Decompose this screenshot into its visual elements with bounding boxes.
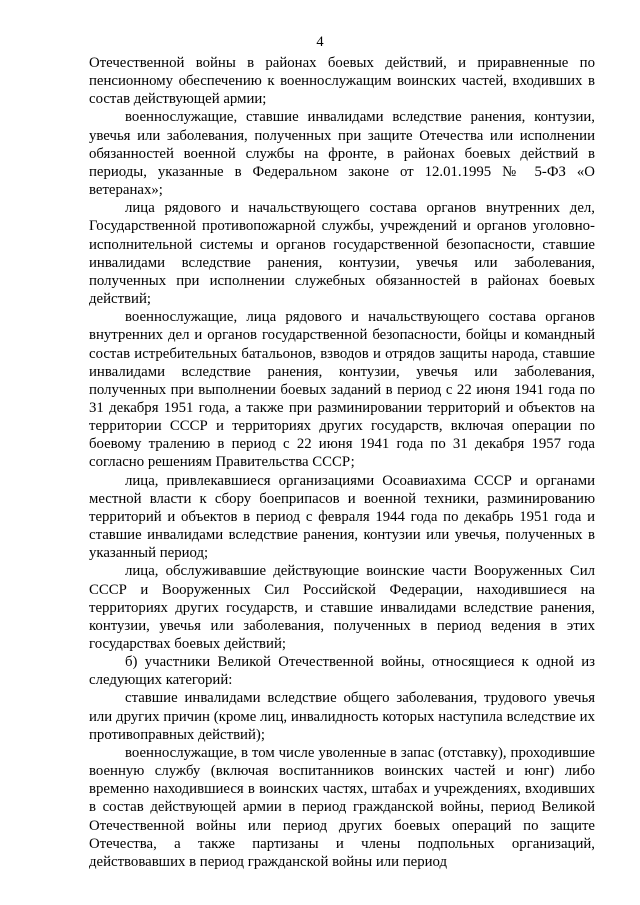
document-body — [89, 54, 595, 871]
paragraph-servicemen-wounded: военнослужащие, ставшие инвалидами вследствие ранения, контузии, увечья или заболевания, полученных при защите Отечества или исполнении обязанностей военной службы на фронте, в районах боевых действий в периоды, указанные в Федеральном законе от 12.01.1995 № 5-ФЗ «О ветеранах»; — [89, 109, 595, 199]
paragraph-servicemen-reserve: военнослужащие, в том числе уволенные в запас (отставку), проходившие военную службу (включая воспитанников воинских частей и юнг) либо временно находившиеся в воинских частях, штабах и учреждениях, входивших в состав действующей армии в период гражданской войны, период Великой Отечественной войны или период других боевых операций по защите Отечества, а также партизаны и члены подпольных организаций, действовавших в период гражданской войны или период — [89, 744, 595, 870]
paragraph-disabled-general-illness: ставшие инвалидами вследствие общего заболевания, трудового увечья или других причин (кроме лиц, инвалидность которых наступила вследствие их противоправных действий); — [89, 690, 595, 743]
page-number: 4 — [316, 34, 324, 50]
paragraph-section-b-heading: б) участники Великой Отечественной войны, относящиеся к одной из следующих категорий: — [89, 654, 595, 689]
paragraph-continuation: Отечественной войны в районах боевых действий, и приравненные по пенсионному обеспечению к военнослужащим воинских частей, входивших в состав действующей армии; — [89, 55, 595, 108]
paragraph-service-personnel-abroad: лица, обслуживавшие действующие воинские части Вооруженных Сил СССР и Вооруженных Сил Российской Федерации, находившиеся на территориях других государств, и ставшие инвалидами вследствие ранения, контузии, увечья или заболевания, полученных в период ведения в этих государствах боевых действий; — [89, 563, 595, 652]
paragraph-demining-servicemen: военнослужащие, лица рядового и начальствующего состава органов внутренних дел и органов государственной безопасности, бойцы и командный состав истребительных батальонов, взводов и отрядов защиты народа, ставшие инвалидами вследствие ранения, контузии, увечья или заболевания, полученных при выполнении боевых заданий в период с 22 июня 1941 года по 31 декабря 1951 года, а также при разминировании территорий и объектов на территории СССР и территориях других государств, включая операции по боевому тралению в период с 22 июня 1941 года по 31 декабря 1957 года согласно решениям Правительства СССР; — [89, 309, 595, 471]
paragraph-internal-affairs-staff: лица рядового и начальствующего состава органов внутренних дел, Государственной противопожарной службы, учреждений и органов уголовно-исполнительной системы и органов государственной безопасности, ставшие инвалидами вследствие ранения, контузии, увечья или заболевания, полученных при исполнении служебных обязанностей в районах боевых действий; — [89, 200, 595, 308]
paragraph-osoaviakhim-persons: лица, привлекавшиеся организациями Осоавиахима СССР и органами местной власти к сбору боеприпасов и военной техники, разминированию территорий и объектов в период с февраля 1944 года по декабрь 1951 года и ставшие инвалидами вследствие ранения, контузии или увечья, полученных в указанный период; — [89, 472, 595, 562]
